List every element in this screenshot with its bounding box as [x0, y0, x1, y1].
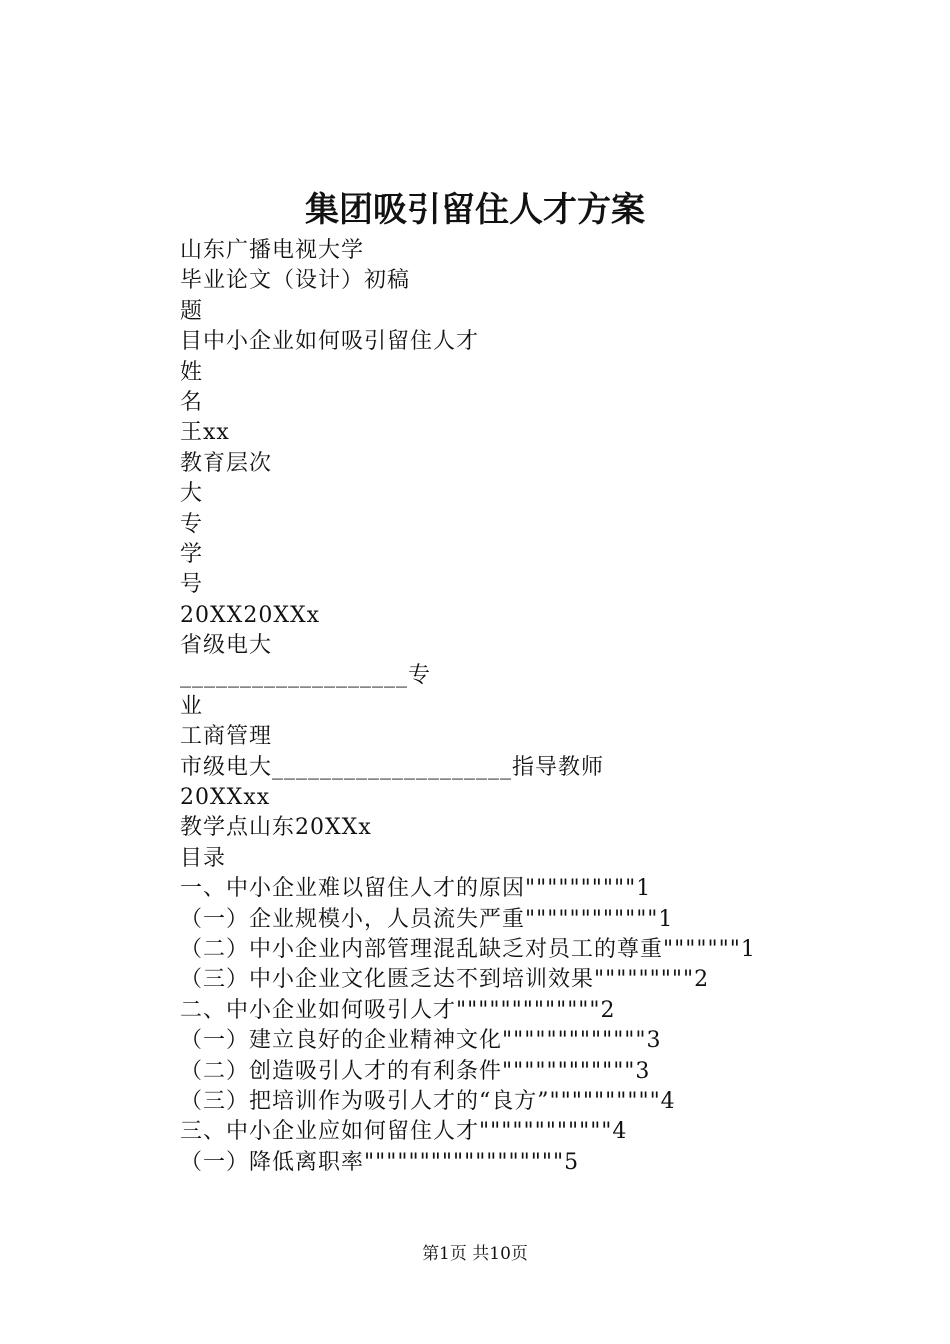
toc-entry: 一、中小企业难以留住人才的原因""""""""""1	[180, 876, 652, 902]
text-line: 工商管理	[180, 724, 273, 750]
text-line: 教学点山东20XXx	[180, 815, 372, 841]
toc-entry: 三、中小企业应如何留住人才""""""""""""4	[180, 1119, 628, 1145]
text-line: 专	[180, 511, 204, 537]
toc-entry: （二）创造吸引人才的有利条件""""""""""""3	[180, 1058, 651, 1084]
text-line: 教育层次	[180, 450, 273, 476]
text-line: 号	[180, 572, 204, 598]
text-line: 20XX20XXx	[180, 602, 321, 628]
toc-entry: （三）中小企业文化匮乏达不到培训效果"""""""""2	[180, 967, 710, 993]
text-line: 学	[180, 541, 204, 567]
toc-entry: （二）中小企业内部管理混乱缺乏对员工的尊重"""""""1	[180, 936, 756, 962]
toc-entry: （一）降低离职率""""""""""""""""""5	[180, 1149, 580, 1175]
text-line: 20XXxx	[180, 785, 271, 811]
document-body	[180, 236, 880, 1178]
toc-heading: 目录	[180, 845, 227, 871]
text-line: 大	[180, 481, 204, 507]
text-line: ___________________专	[180, 663, 432, 689]
page-footer: 第1页 共10页	[422, 1244, 528, 1264]
text-line: 姓	[180, 359, 204, 385]
text-line: 市级电大____________________指导教师	[180, 754, 605, 780]
text-line: 题	[180, 298, 204, 324]
text-line: 名	[180, 389, 204, 415]
text-line: 省级电大	[180, 633, 273, 659]
text-line: 王xx	[180, 420, 230, 446]
toc-entry: （一）建立良好的企业精神文化"""""""""""""3	[180, 1028, 662, 1054]
toc-entry: （一）企业规模小，人员流失严重""""""""""""1	[180, 906, 674, 932]
toc-entry: 二、中小企业如何吸引人才"""""""""""""2	[180, 997, 616, 1023]
text-line: 毕业论文（设计）初稿	[180, 268, 411, 294]
document-title: 集团吸引留住人才方案	[305, 190, 645, 230]
text-line: 目中小企业如何吸引留住人才	[180, 329, 480, 355]
text-line: 山东广播电视大学	[180, 238, 365, 263]
toc-entry: （三）把培训作为吸引人才的“良方”""""""""""4	[180, 1088, 676, 1114]
text-line: 业	[180, 693, 204, 719]
